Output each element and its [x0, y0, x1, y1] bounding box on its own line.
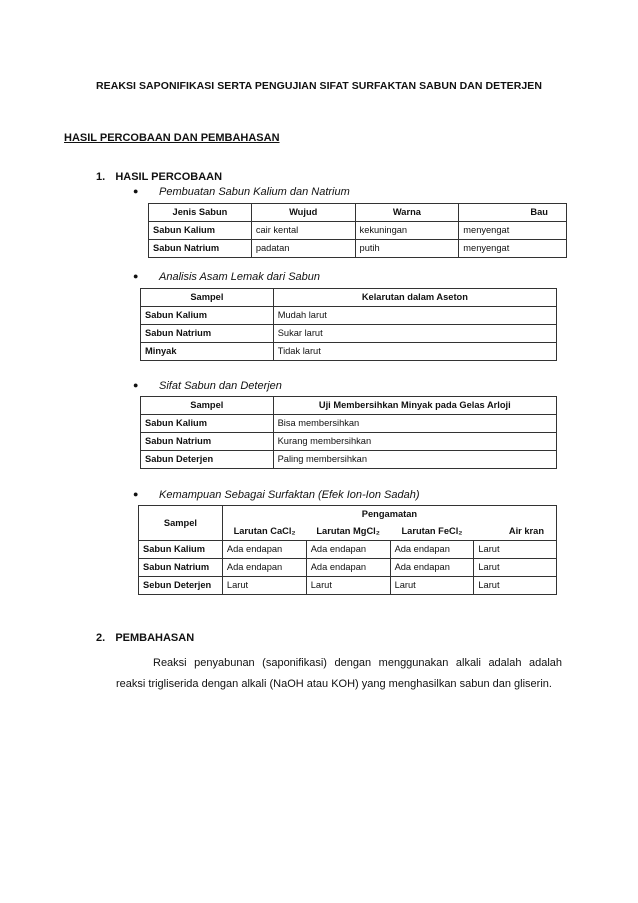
- table1-caption: [133, 186, 350, 198]
- part1-number: 1.: [96, 171, 106, 183]
- discussion-paragraph: [116, 653, 562, 695]
- table1-caption-text: Pembuatan Sabun Kalium dan Natrium: [159, 186, 350, 198]
- table1-header: Wujud: [251, 204, 355, 222]
- table-cell: Sabun Kalium: [149, 222, 252, 240]
- table-cell: Larut: [474, 559, 557, 577]
- table-cell: Larut: [306, 577, 390, 595]
- table4-subheader: Larutan CaCl₂: [222, 523, 306, 541]
- table2: [140, 288, 557, 361]
- discussion-text: Reaksi penyabunan (saponifikasi) dengan menggunakan alkali adalah adalah reaksi trigliserida dengan alkali (NaOH atau KOH) yang menghasilkan sabun dan gliserin.: [116, 657, 562, 690]
- part1-heading: [96, 171, 222, 183]
- table-cell: Larut: [222, 577, 306, 595]
- table-cell: Mudah larut: [273, 307, 556, 325]
- table-cell: Kurang membersihkan: [273, 433, 556, 451]
- table-cell: Ada endapan: [306, 559, 390, 577]
- table-row: [139, 577, 557, 595]
- part2-heading-text: PEMBAHASAN: [115, 632, 195, 644]
- table4-group-header-row: [139, 506, 557, 524]
- table2-header: Sampel: [141, 289, 274, 307]
- table-row: [141, 433, 557, 451]
- bullet-icon: ●: [133, 489, 139, 499]
- table4: [138, 505, 557, 595]
- table-cell: kekuningan: [355, 222, 459, 240]
- table-cell: Sabun Natrium: [141, 325, 274, 343]
- table-cell: Sukar larut: [273, 325, 556, 343]
- table-cell: Sabun Natrium: [149, 240, 252, 258]
- table-cell: menyengat: [459, 240, 567, 258]
- table-cell: Sabun Kalium: [139, 541, 223, 559]
- table-row: [141, 307, 557, 325]
- table-row: [141, 343, 557, 361]
- table-cell: padatan: [251, 240, 355, 258]
- table-cell: Ada endapan: [390, 541, 474, 559]
- table-cell: Paling membersihkan: [273, 451, 556, 469]
- table4-subheader: Air kran: [474, 523, 557, 541]
- table4-caption: [133, 489, 420, 501]
- table-cell: Ada endapan: [222, 541, 306, 559]
- table-row: [149, 222, 567, 240]
- bullet-icon: ●: [133, 271, 139, 281]
- table3-caption-text: Sifat Sabun dan Deterjen: [159, 380, 282, 392]
- table1-header: Bau: [459, 204, 567, 222]
- table-row: [141, 415, 557, 433]
- table-cell: Bisa membersihkan: [273, 415, 556, 433]
- part2-number: 2.: [96, 632, 106, 644]
- table3-header-row: [141, 397, 557, 415]
- section-heading: HASIL PERCOBAAN DAN PEMBAHASAN: [64, 132, 280, 144]
- table-cell: Ada endapan: [222, 559, 306, 577]
- table2-header: Kelarutan dalam Aseton: [273, 289, 556, 307]
- table-row: [141, 325, 557, 343]
- table-cell: Sebun Deterjen: [139, 577, 223, 595]
- part2-heading: [96, 632, 194, 644]
- table-cell: Sabun Kalium: [141, 415, 274, 433]
- table3-header: Sampel: [141, 397, 274, 415]
- table-cell: Ada endapan: [390, 559, 474, 577]
- table4-caption-text: Kemampuan Sebagai Surfaktan (Efek Ion-Ion Sadah): [159, 489, 420, 501]
- table2-header-row: [141, 289, 557, 307]
- table-cell: Larut: [474, 541, 557, 559]
- table-cell: menyengat: [459, 222, 567, 240]
- document-title: REAKSI SAPONIFIKASI SERTA PENGUJIAN SIFAT SURFAKTAN SABUN DAN DETERJEN: [96, 80, 542, 92]
- table4-group-header: Pengamatan: [222, 506, 556, 524]
- table1-header: Warna: [355, 204, 459, 222]
- table3: [140, 396, 557, 469]
- table-cell: Sabun Deterjen: [141, 451, 274, 469]
- table-row: [139, 559, 557, 577]
- table-cell: Larut: [474, 577, 557, 595]
- bullet-icon: ●: [133, 186, 139, 196]
- table-cell: Minyak: [141, 343, 274, 361]
- table1-header-row: [149, 204, 567, 222]
- table3-caption: [133, 380, 282, 392]
- table-cell: cair kental: [251, 222, 355, 240]
- table2-caption-text: Analisis Asam Lemak dari Sabun: [159, 271, 321, 283]
- table1: [148, 203, 567, 258]
- part1-heading-text: HASIL PERCOBAAN: [115, 171, 223, 183]
- table3-header: Uji Membersihkan Minyak pada Gelas Arloji: [273, 397, 556, 415]
- table-row: [141, 451, 557, 469]
- table4-subheader: Larutan MgCl₂: [306, 523, 390, 541]
- bullet-icon: ●: [133, 380, 139, 390]
- table-cell: Sabun Kalium: [141, 307, 274, 325]
- table-cell: Ada endapan: [306, 541, 390, 559]
- table4-sample-header: Sampel: [139, 506, 223, 541]
- table-row: [149, 240, 567, 258]
- table-cell: Sabun Natrium: [139, 559, 223, 577]
- table-cell: Larut: [390, 577, 474, 595]
- table2-caption: [133, 271, 320, 283]
- table-row: [139, 541, 557, 559]
- table-cell: Tidak larut: [273, 343, 556, 361]
- table-cell: putih: [355, 240, 459, 258]
- table4-subheader: Larutan FeCl₂: [390, 523, 474, 541]
- table-cell: Sabun Natrium: [141, 433, 274, 451]
- table1-header: Jenis Sabun: [149, 204, 252, 222]
